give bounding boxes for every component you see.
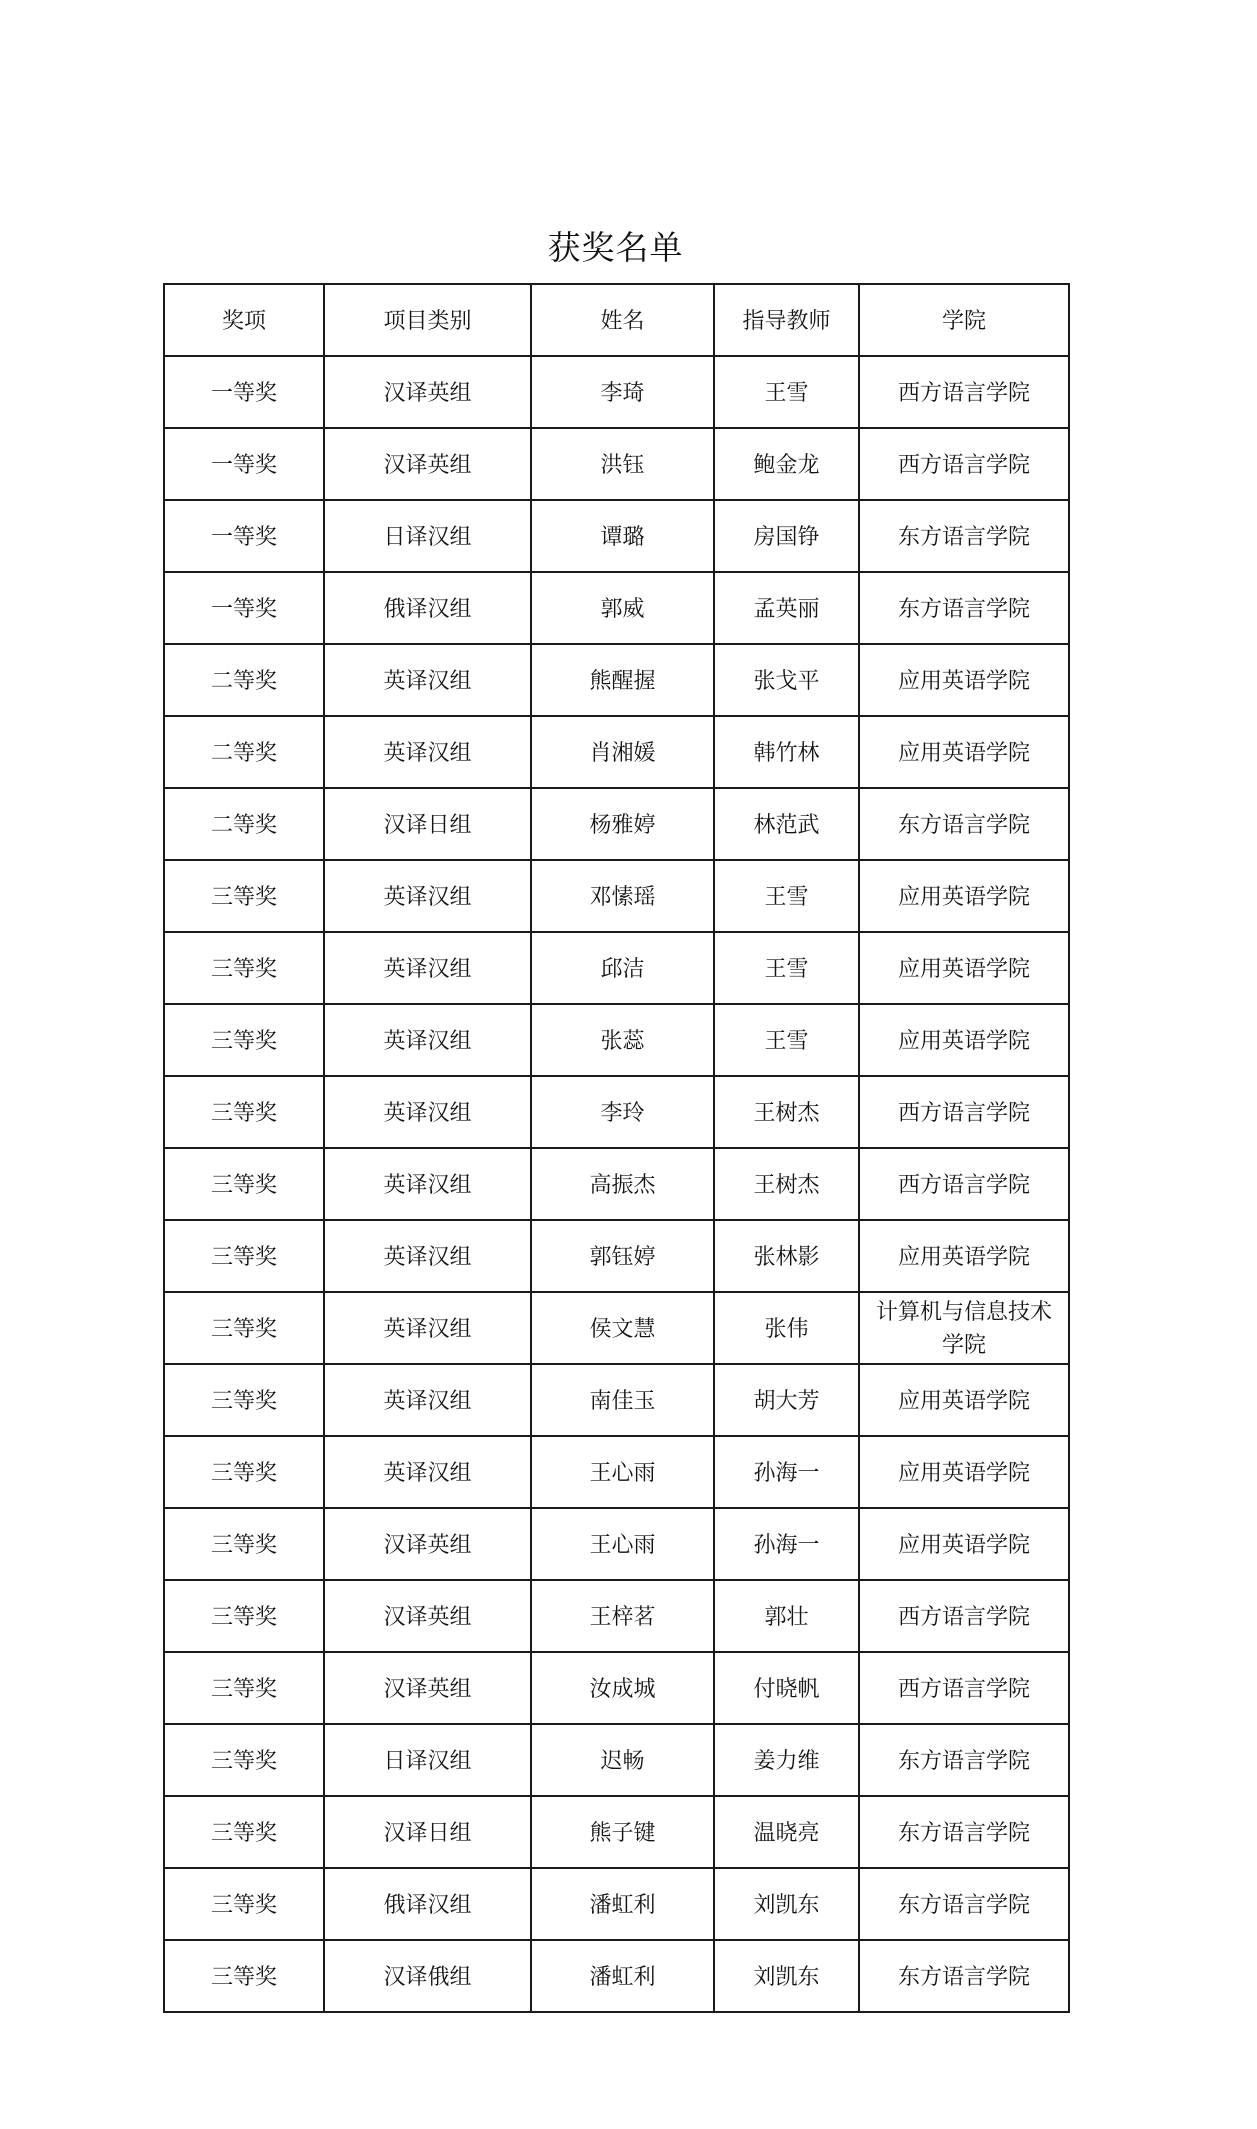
table-cell: 鲍金龙	[714, 428, 859, 500]
table-cell: 三等奖	[164, 1508, 324, 1580]
table-body	[164, 356, 1069, 2012]
table-cell: 邱洁	[531, 932, 714, 1004]
table-cell: 侯文慧	[531, 1292, 714, 1364]
table-row	[164, 428, 1069, 500]
table-cell: 三等奖	[164, 1436, 324, 1508]
table-cell: 计算机与信息技术学院	[859, 1292, 1069, 1364]
table-cell: 汉译俄组	[324, 1940, 531, 2012]
table-row	[164, 1868, 1069, 1940]
table-cell: 杨雅婷	[531, 788, 714, 860]
table-cell: 三等奖	[164, 860, 324, 932]
table-row	[164, 572, 1069, 644]
table-cell: 潘虹利	[531, 1868, 714, 1940]
page-title: 获奖名单	[547, 229, 684, 266]
table-cell: 二等奖	[164, 644, 324, 716]
table-cell: 西方语言学院	[859, 428, 1069, 500]
table-cell: 熊子键	[531, 1796, 714, 1868]
table-cell: 王雪	[714, 860, 859, 932]
award-table	[163, 283, 1070, 2013]
table-cell: 汉译英组	[324, 428, 531, 500]
table-cell: 三等奖	[164, 1364, 324, 1436]
table-cell: 温晓亮	[714, 1796, 859, 1868]
table-row	[164, 1364, 1069, 1436]
table-cell: 汝成城	[531, 1652, 714, 1724]
header-cell: 姓名	[531, 284, 714, 356]
table-cell: 王心雨	[531, 1436, 714, 1508]
table-cell: 西方语言学院	[859, 1148, 1069, 1220]
table-cell: 一等奖	[164, 572, 324, 644]
table-cell: 西方语言学院	[859, 1076, 1069, 1148]
table-cell: 三等奖	[164, 1292, 324, 1364]
table-row	[164, 1292, 1069, 1364]
table-cell: 郭壮	[714, 1580, 859, 1652]
table-cell: 西方语言学院	[859, 1652, 1069, 1724]
table-cell: 付晓帆	[714, 1652, 859, 1724]
table-row	[164, 1724, 1069, 1796]
table-cell: 三等奖	[164, 1220, 324, 1292]
table-cell: 潘虹利	[531, 1940, 714, 2012]
table-cell: 王雪	[714, 932, 859, 1004]
header-row	[164, 284, 1069, 356]
table-cell: 林范武	[714, 788, 859, 860]
table-cell: 李琦	[531, 356, 714, 428]
table-cell: 英译汉组	[324, 1220, 531, 1292]
table-row	[164, 1436, 1069, 1508]
table-cell: 俄译汉组	[324, 1868, 531, 1940]
table-cell: 日译汉组	[324, 500, 531, 572]
table-cell: 东方语言学院	[859, 500, 1069, 572]
table-cell: 王梓茗	[531, 1580, 714, 1652]
table-cell: 英译汉组	[324, 1436, 531, 1508]
table-cell: 三等奖	[164, 1076, 324, 1148]
table-row	[164, 356, 1069, 428]
table-cell: 张伟	[714, 1292, 859, 1364]
table-cell: 英译汉组	[324, 1004, 531, 1076]
table-cell: 高振杰	[531, 1148, 714, 1220]
table-cell: 一等奖	[164, 428, 324, 500]
header-cell: 学院	[859, 284, 1069, 356]
table-cell: 熊醒握	[531, 644, 714, 716]
table-cell: 王雪	[714, 1004, 859, 1076]
table-cell: 刘凯东	[714, 1940, 859, 2012]
table-cell: 三等奖	[164, 1004, 324, 1076]
table-cell: 汉译英组	[324, 1580, 531, 1652]
table-row	[164, 1796, 1069, 1868]
table-row	[164, 1220, 1069, 1292]
table-cell: 日译汉组	[324, 1724, 531, 1796]
table-cell: 李玲	[531, 1076, 714, 1148]
table-cell: 西方语言学院	[859, 356, 1069, 428]
table-row	[164, 644, 1069, 716]
table-cell: 俄译汉组	[324, 572, 531, 644]
table-cell: 应用英语学院	[859, 644, 1069, 716]
table-row	[164, 1004, 1069, 1076]
table-cell: 二等奖	[164, 716, 324, 788]
table-cell: 王雪	[714, 356, 859, 428]
table-cell: 谭璐	[531, 500, 714, 572]
table-cell: 应用英语学院	[859, 1364, 1069, 1436]
table-row	[164, 788, 1069, 860]
table-row	[164, 1940, 1069, 2012]
table-cell: 东方语言学院	[859, 1940, 1069, 2012]
table-cell: 英译汉组	[324, 1364, 531, 1436]
table-cell: 王树杰	[714, 1076, 859, 1148]
table-cell: 郭威	[531, 572, 714, 644]
table-row	[164, 860, 1069, 932]
table-row	[164, 1652, 1069, 1724]
table-cell: 应用英语学院	[859, 1508, 1069, 1580]
table-cell: 肖湘媛	[531, 716, 714, 788]
table-cell: 一等奖	[164, 356, 324, 428]
table-cell: 汉译英组	[324, 356, 531, 428]
table-cell: 邓愫瑶	[531, 860, 714, 932]
table-cell: 洪钰	[531, 428, 714, 500]
table-cell: 英译汉组	[324, 716, 531, 788]
table-cell: 东方语言学院	[859, 788, 1069, 860]
table-cell: 汉译英组	[324, 1508, 531, 1580]
table-row	[164, 716, 1069, 788]
table-cell: 英译汉组	[324, 932, 531, 1004]
table-cell: 汉译英组	[324, 1652, 531, 1724]
table-cell: 南佳玉	[531, 1364, 714, 1436]
table-cell: 房国铮	[714, 500, 859, 572]
table-cell: 东方语言学院	[859, 1796, 1069, 1868]
table-cell: 三等奖	[164, 1652, 324, 1724]
table-cell: 刘凯东	[714, 1868, 859, 1940]
table-cell: 英译汉组	[324, 860, 531, 932]
table-cell: 应用英语学院	[859, 1004, 1069, 1076]
header-cell: 项目类别	[324, 284, 531, 356]
table-cell: 张林影	[714, 1220, 859, 1292]
table-cell: 三等奖	[164, 1148, 324, 1220]
table-cell: 胡大芳	[714, 1364, 859, 1436]
table-cell: 英译汉组	[324, 1076, 531, 1148]
table-row	[164, 1076, 1069, 1148]
table-cell: 王心雨	[531, 1508, 714, 1580]
table-cell: 汉译日组	[324, 1796, 531, 1868]
table-cell: 应用英语学院	[859, 716, 1069, 788]
table-cell: 张蕊	[531, 1004, 714, 1076]
table-cell: 应用英语学院	[859, 1436, 1069, 1508]
table-cell: 三等奖	[164, 1868, 324, 1940]
table-cell: 孟英丽	[714, 572, 859, 644]
table-cell: 应用英语学院	[859, 932, 1069, 1004]
header-cell: 指导教师	[714, 284, 859, 356]
table-cell: 孙海一	[714, 1436, 859, 1508]
table-cell: 英译汉组	[324, 1148, 531, 1220]
table-row	[164, 1508, 1069, 1580]
table-cell: 三等奖	[164, 1940, 324, 2012]
table-cell: 汉译日组	[324, 788, 531, 860]
table-cell: 韩竹林	[714, 716, 859, 788]
table-row	[164, 1580, 1069, 1652]
table-cell: 姜力维	[714, 1724, 859, 1796]
table-cell: 孙海一	[714, 1508, 859, 1580]
table-cell: 西方语言学院	[859, 1580, 1069, 1652]
table-cell: 应用英语学院	[859, 1220, 1069, 1292]
table-cell: 东方语言学院	[859, 1724, 1069, 1796]
table-cell: 英译汉组	[324, 644, 531, 716]
table-cell: 王树杰	[714, 1148, 859, 1220]
table-cell: 三等奖	[164, 1724, 324, 1796]
table-cell: 一等奖	[164, 500, 324, 572]
table-cell: 东方语言学院	[859, 572, 1069, 644]
table-cell: 三等奖	[164, 1796, 324, 1868]
table-cell: 二等奖	[164, 788, 324, 860]
table-cell: 迟畅	[531, 1724, 714, 1796]
table-row	[164, 932, 1069, 1004]
table-cell: 东方语言学院	[859, 1868, 1069, 1940]
table-cell: 三等奖	[164, 1580, 324, 1652]
table-cell: 三等奖	[164, 932, 324, 1004]
table-cell: 应用英语学院	[859, 860, 1069, 932]
table-row	[164, 1148, 1069, 1220]
header-cell: 奖项	[164, 284, 324, 356]
table-cell: 张戈平	[714, 644, 859, 716]
table-row	[164, 500, 1069, 572]
table-cell: 英译汉组	[324, 1292, 531, 1364]
table-cell: 郭钰婷	[531, 1220, 714, 1292]
